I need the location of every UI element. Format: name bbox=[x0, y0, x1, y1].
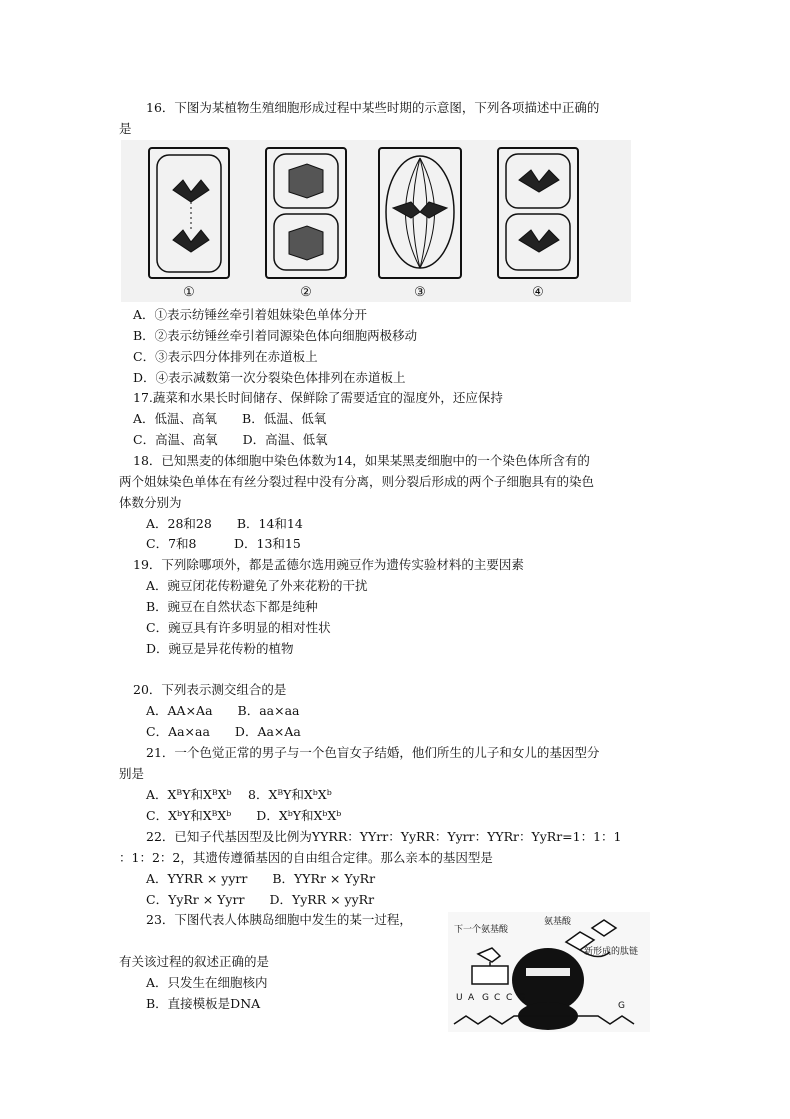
q19-option-c: C．豌豆具有许多明显的相对性状 bbox=[146, 620, 331, 635]
q16-option-b: B．②表示纺锤丝牵引着同源染色体向细胞两极移动 bbox=[133, 328, 418, 343]
q18-stem-line2: 两个姐妹染色单体在有丝分裂过程中没有分离，则分裂后形成的两个子细胞具有的染色 bbox=[119, 474, 595, 489]
q19-option-b: B．豌豆在自然状态下都是纯种 bbox=[146, 599, 318, 614]
q23-base-1: U bbox=[456, 993, 463, 1003]
q23-stem-line2: 有关该过程的叙述正确的是 bbox=[119, 954, 270, 969]
q23-base-4: C bbox=[494, 993, 501, 1003]
q23-base-6: G bbox=[518, 993, 525, 1003]
q22-options-row1: A．YYRR × yyrr B．YYRr × YyRr bbox=[146, 871, 376, 886]
q21-options-row2: C．XᵇY和XᴮXᵇ D．XᵇY和XᵇXᵇ bbox=[146, 808, 342, 823]
q16-option-a: A．①表示纺锤丝牵引着姐妹染色单体分开 bbox=[133, 307, 368, 322]
q19-option-d: D．豌豆是异花传粉的植物 bbox=[146, 641, 294, 656]
q23-stem-line1: 23．下图代表人体胰岛细胞中发生的某一过程， bbox=[146, 912, 412, 927]
q16-option-c: C．③表示四分体排列在赤道板上 bbox=[133, 349, 318, 364]
q16-option-d: D．④表示减数第一次分裂染色体排列在赤道板上 bbox=[133, 370, 406, 385]
q18-options-row2: C．7和8 D．13和15 bbox=[146, 536, 301, 551]
q23-base-7: G bbox=[618, 1001, 625, 1011]
q20-options-row2: C．Aa×aa D．Aa×Aa bbox=[146, 724, 301, 739]
q16-stem-line1: 16．下图为某植物生殖细胞形成过程中某些时期的示意图，下列各项描述中正确的 bbox=[146, 100, 600, 115]
q21-stem-line2: 别是 bbox=[119, 766, 145, 781]
q20-options-row1: A．AA×Aa B．aa×aa bbox=[146, 703, 300, 718]
q19-option-a: A．豌豆闭花传粉避免了外来花粉的干扰 bbox=[146, 578, 368, 593]
q21-stem-line1: 21．一个色觉正常的男子与一个色盲女子结婚，他们所生的儿子和女儿的基因型分 bbox=[146, 745, 600, 760]
q16-figure-label-1: ① bbox=[183, 285, 195, 300]
q18-options-row1: A．28和28 B．14和14 bbox=[146, 516, 303, 531]
q23-option-b: B．直接模板是DNA bbox=[146, 996, 261, 1011]
q23-label-aa: 氨基酸 bbox=[544, 917, 572, 927]
q18-stem-line1: 18．已知黑麦的体细胞中染色体数为14，如果某黑麦细胞中的一个染色体所含有的 bbox=[133, 453, 590, 468]
q18-stem-line3: 体数分别为 bbox=[119, 495, 182, 510]
q23-label-next-aa: 下一个氨基酸 bbox=[454, 925, 509, 935]
q19-stem: 19．下列除哪项外，都是孟德尔选用豌豆作为遗传实验材料的主要因素 bbox=[133, 557, 524, 572]
q23-label-new-chain: 新形成的肽链 bbox=[584, 947, 639, 957]
q21-options-row1: A．XᴮY和XᴮXᵇ 8．XᴮY和XᵇXᵇ bbox=[146, 787, 332, 802]
q23-figure-svg bbox=[448, 912, 650, 1032]
q23-base-5: C bbox=[506, 993, 513, 1003]
q22-options-row2: C．YyRr × Yyrr D．YyRR × yyRr bbox=[146, 892, 375, 907]
q16-figure-label-3: ③ bbox=[414, 285, 426, 300]
q17-options-row2: C．高温、高氧 D．高温、低氧 bbox=[133, 432, 328, 447]
q20-stem: 20．下列表示测交组合的是 bbox=[133, 682, 287, 697]
q17-stem: 17.蔬菜和水果长时间储存、保鲜除了需要适宜的湿度外，还应保持 bbox=[133, 390, 503, 405]
q23-base-2: A bbox=[468, 993, 475, 1003]
q23-base-3: G bbox=[482, 993, 489, 1003]
q16-cell-division-figure bbox=[121, 140, 631, 302]
q22-stem-line2: ：1：2：2，其遗传遵循基因的自由组合定律。那么亲本的基因型是 bbox=[119, 850, 493, 865]
q23-option-a: A．只发生在细胞核内 bbox=[146, 975, 268, 990]
q22-stem-line1: 22．已知子代基因型及比例为YYRR：YYrr：YyRR：Yyrr：YYRr：YyRr=1：1：1 bbox=[146, 829, 622, 844]
q16-figure-label-4: ④ bbox=[532, 285, 544, 300]
q16-figure-svg bbox=[121, 140, 631, 302]
q17-options-row1: A．低温、高氧 B．低温、低氧 bbox=[133, 411, 327, 426]
q16-figure-label-2: ② bbox=[300, 285, 312, 300]
q23-translation-figure bbox=[448, 912, 650, 1032]
q16-stem-line2: 是 bbox=[119, 121, 132, 136]
